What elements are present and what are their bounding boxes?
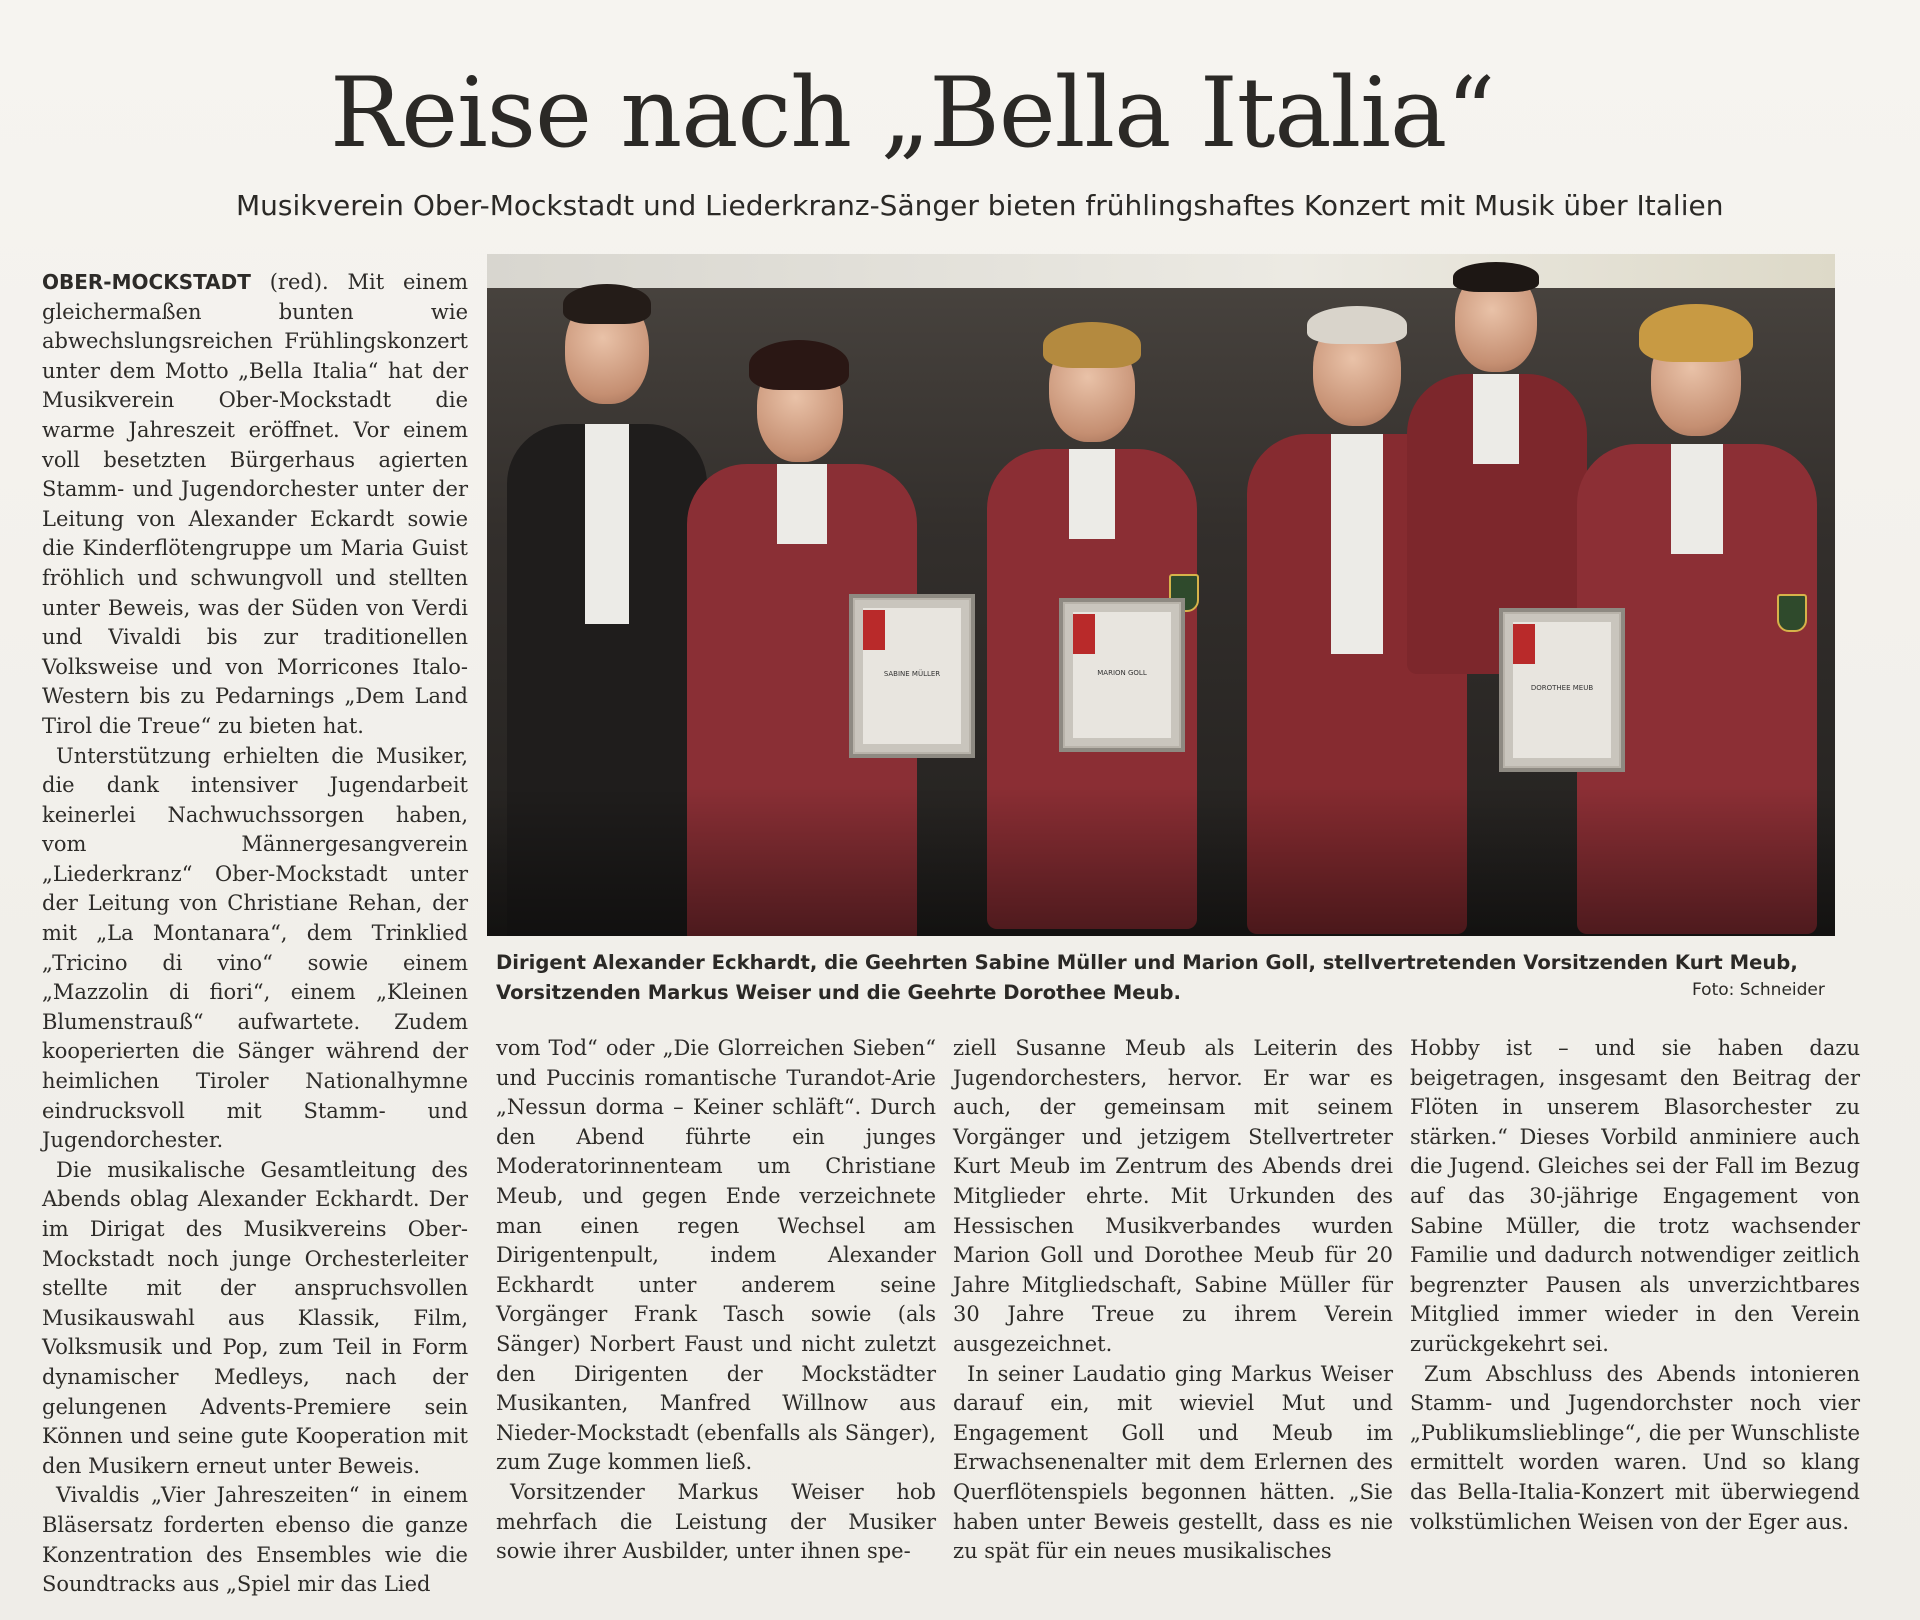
paragraph: Vorsitzender Markus Weiser hob mehrfach die Leistung der Musiker sowie ihrer Ausbilder, unter ihnen spe- (496, 1479, 936, 1564)
paragraph (42, 268, 468, 742)
certificate-name: MARION GOLL (1097, 669, 1147, 678)
paragraph-text: (red). Mit einem gleichermaßen bunten wie abwechslungsreichen Frühlingskonzert unter dem Motto „Bella Italia“ hat der Musikverein Ober-Mockstadt die warme Jahreszeit eröffnet. Vor einem voll besetzten Bürgerhaus agierten Stamm- und Jugendorchester unter der Leitung von Alexander Eckardt sowie die Kinderflötengruppe um Maria Guist fröhlich und schwungvoll und stellten unter Beweis, was der Süden von Verdi und Vivaldi bis zur traditionellen Volksweise und von Morricones Italo-Western bis zu Pedarnings „Dem Land Tirol die Treue“ zu bieten hat. (42, 270, 468, 738)
paragraph: vom Tod“ oder „Die Glorreichen Sieben“ und Puccinis romantische Turandot-Arie „Nessun dorma – Keiner schläft“. Durch den Abend führte ein junges Moderatorinnenteam um Christiane Meub, und gegen Ende verzeichnete man einen regen Wechsel am Dirigentenpult, indem Alexander Eckhardt unter anderem seine Vorgänger Frank Tasch sowie (als Sänger) Norbert Faust und nicht zuletzt den Dirigenten der Mockstädter Musikanten, Manfred Willnow aus Nieder-Mockstadt (ebenfalls als Sänger), zum Zuge kommen ließ. (496, 1036, 936, 1475)
paragraph: Die musikalische Gesamtleitung des Abends oblag Alexander Eckhardt. Der im Dirigat des Musikvereins Ober-Mockstadt noch junge Orchesterleiter stellte mit der anspruchsvollen Musikauswahl aus Klassik, Film, Volksmusik und Pop, zum Teil in Form dynamischer Medleys, nach der gelungenen Advents-Premiere sein Können und seine gute Kooperation mit den Musikern erneut unter Beweis. (42, 1157, 468, 1478)
paragraph: Zum Abschluss des Abends intonieren Stamm- und Jugendorchster noch vier „Publikumslieblinge“, die per Wunschliste ermittelt worden waren. Und so klang das Bella-Italia-Konzert mit überwiegend volkstümlichen Weisen von der Eger aus. (1410, 1361, 1860, 1534)
certificate-seal-icon (1073, 614, 1095, 654)
paragraph: Vivaldis „Vier Jahreszeiten“ in einem Bläsersatz forderten ebenso die ganze Konzentration des Ensembles wie die Soundtracks aus „Spiel mir das Lied (42, 1483, 468, 1597)
article-column-1 (42, 268, 468, 1600)
photo-caption: Dirigent Alexander Eckhardt, die Geehrten Sabine Müller und Marion Goll, stellvertretenden Vorsitzenden Kurt Meub, Vorsitzenden Markus Weiser und die Geehrte Dorothee Meub. (496, 951, 1798, 1004)
paragraph: Unterstützung erhielten die Musiker, die dank intensiver Jugendarbeit keinerlei Nachwuchssorgen haben, vom Männergesangverein „Liederkranz“ Ober-Mockstadt unter der Leitung von Christiane Rehan, der mit „La Montanara“, dem Trinklied „Tricino di vino“ sowie einem „Mazzolin di fiori“, einem „Kleinen Blumenstrauß“ aufwartete. Zudem kooperierten die Sänger während der heimlichen Tiroler Nationalhymne eindrucksvoll mit Stamm- und Jugendorchester. (42, 743, 468, 1153)
certificate-dorothee (1499, 608, 1625, 772)
paragraph: Hobby ist – und sie haben dazu beigetragen, insgesamt den Beitrag der Flöten in unserem Blasorchester zu stärken.“ Dieses Vorbild anminiere auch die Jugend. Gleiches sei der Fall im Bezug auf das 30-jährige Engagement von Sabine Müller, die trotz wachsender Familie und dadurch notwendiger zeitlich begrenzter Pausen als unverzichtbares Mitglied immer wieder in den Verein zurückgekehrt sei. (1410, 1036, 1860, 1356)
certificate-seal-icon (1513, 624, 1535, 664)
photo-floor-shadow (487, 786, 1835, 936)
certificate-name: DOROTHEE MEUB (1530, 683, 1594, 692)
paragraph: In seiner Laudatio ging Markus Weiser darauf ein, mit wieviel Mut und Engagement Goll und Meub im Erwachsenenalter mit dem Erlernen des Querflötenspiels begonnen hätten. „Sie haben unter Beweis gestellt, dass es nie zu spät für ein neues musikalisches (953, 1361, 1393, 1564)
article-column-4 (1410, 1034, 1860, 1537)
certificate-name: SABINE MÜLLER (883, 669, 941, 678)
article-photo (487, 254, 1835, 936)
article-column-3 (953, 1034, 1393, 1567)
headline: Reise nach „Bella Italia“ (330, 57, 1495, 169)
photo-credit: Foto: Schneider (1692, 980, 1825, 1000)
dateline: OBER-MOCKSTADT (42, 270, 251, 294)
article-column-2 (496, 1034, 936, 1567)
paragraph: ziell Susanne Meub als Leiterin des Jugendorchesters, hervor. Er war es auch, der gemeinsam mit seinem Vorgänger und jetzigem Stellvertreter Kurt Meub im Zentrum des Abends drei Mitglieder ehrte. Mit Urkunden des Hessischen Musikverbandes wurden Marion Goll und Dorothee Meub für 20 Jahre Mitgliedschaft, Sabine Müller für 30 Jahre Treue zu ihrem Verein ausgezeichnet. (953, 1036, 1393, 1356)
certificate-marion (1059, 598, 1185, 752)
subheadline: Musikverein Ober-Mockstadt und Liederkranz-Sänger bieten frühlingshaftes Konzert mit Musik über Italien (236, 189, 1724, 222)
certificate-seal-icon (863, 610, 885, 650)
certificate-sabine (849, 594, 975, 758)
